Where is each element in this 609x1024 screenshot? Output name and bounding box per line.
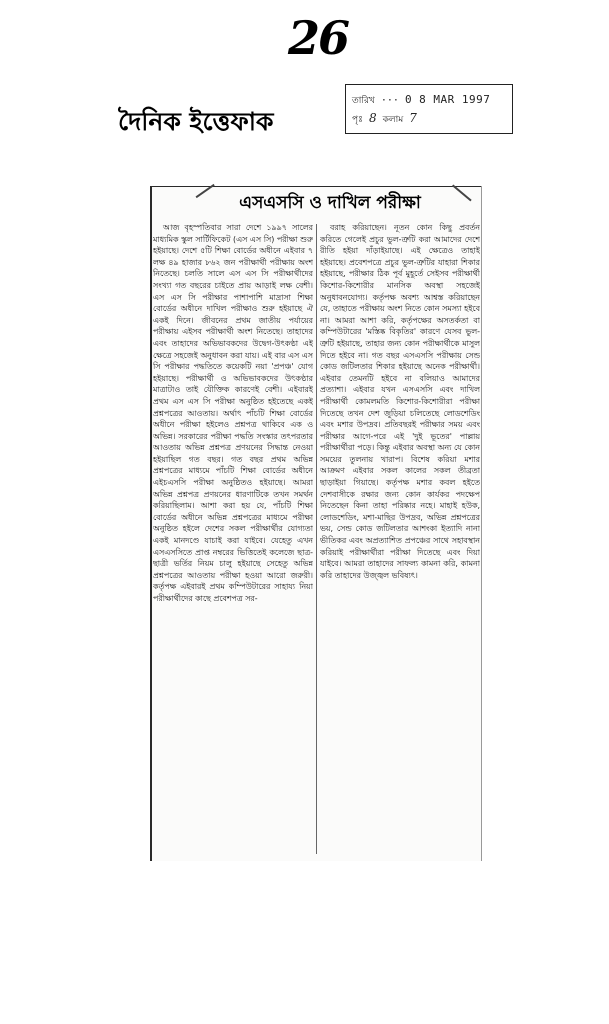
clipping-cut-edge-left	[150, 186, 152, 861]
stamp-date-value: 0 8 MAR 1997	[404, 93, 491, 106]
date-stamp	[345, 84, 513, 134]
page-number: 26	[288, 11, 349, 65]
stamp-date-row: তারিখ ··· 0 8 MAR 1997	[352, 93, 491, 106]
article-column-left-text: আজ বৃহস্পতিবার সারা দেশে ১৯৯৭ সালের মাধ্যমিক স্কুল সার্টিফিকেট (এস এস সি) পরীক্ষা শুরু হইয়াছে। দেশে ৫টি শিক্ষা বোর্ডের অধীনে এইবার ৭ লক্ষ ৪৯ হাজার ৮৬২ জন পরীক্ষার্থী পরীক্ষায় অংশ নিতেছে। চলতি সালে এস এস সি পরীক্ষার্থীদের সংখ্যা গত বছরের চাইতে প্রায় আড়াই লক্ষ বেশী। এস এস সি পরীক্ষার পাশাপাশি মাদ্রাসা শিক্ষা বোর্ডের অধীনে দাখিল পরীক্ষাও শুরু হইয়াছে ঐ একই দিনে। জীবনের প্রথম জাতীয় পর্যায়ের পরীক্ষায় এইসব পরীক্ষার্থী অংশ নিতেছে। তাহাদের এবং তাহাদের অভিভাবকদের উদ্বেগ-উৎকণ্ঠা এই ক্ষেত্রে সহজেই অনুধাবন করা যায়। এই বার এস এস সি পরীক্ষার পদ্ধতিতে কয়েকটি নয়া 'প্রপঞ্চ' যোগ হইয়াছে। পরীক্ষার্থী ও অভিভাবকদের উৎকণ্ঠার মাত্রাটাও তাই যৌক্তিক কারণেই বেশী। এইবারই প্রথম এস এস সি পরীক্ষা অনুষ্ঠিত হইতেছে একই প্রশ্নপত্রের আওতায়। অর্থাৎ পাঁচটি শিক্ষা বোর্ডের অধীনে পরীক্ষা হইলেও প্রশ্নপত্র থাকিবে এক ও অভিন্ন। সরকারের পরীক্ষা পদ্ধতি সংস্কার তৎপরতার আওতায় অভিন্ন প্রশ্নপত্র প্রণয়নের সিদ্ধান্ত নেওয়া হইয়াছিল গত বছর। গত বছর প্রথম অভিন্ন প্রশ্নপত্রের মাধ্যমে পাঁচটি শিক্ষা বোর্ডের অধীনে এইচএসসি পরীক্ষা অনুষ্ঠিতও হইয়াছে। আমরা অভিন্ন প্রশ্নপত্র প্রণয়নের ধারণাটিকে তখন সমর্থন করিয়াছিলাম। আশা করা হয় যে, পাঁচটি শিক্ষা বোর্ডের অধীনে অভিন্ন প্রশ্নপত্রের মাধ্যমে পরীক্ষা অনুষ্ঠিত হইলে দেশের সকল পরীক্ষার্থীর যোগ্যতা একই মানদণ্ডে যাচাই করা যাইবে। যেহেতু এখন এসএসসিতে প্রাপ্ত নম্বরের ভিত্তিতেই কলেজে ছাত্র-ছাত্রী ভর্তির নিয়ম চালু হইয়াছে সেহেতু অভিন্ন প্রশ্নপত্রের আওতায় পরীক্ষা হওয়া আরো জরুরী। কর্তৃপক্ষ এইবারই প্রথম কম্পিউটারের সাহায্য নিয়া পরীক্ষার্থীদের কাছে প্রবেশপত্র সর-	[153, 223, 313, 603]
article-column-right	[320, 222, 480, 854]
stamp-column-value: 7	[409, 111, 417, 125]
newspaper-masthead: দৈনিক ইত্তেফাক	[118, 107, 274, 136]
stamp-date-label: তারিখ	[352, 96, 375, 106]
article-column-right-text: বরাহ করিয়াছেন। নূতন কোন কিছু প্রবর্তন করিতে গেলেই প্রচুর ভুল-ত্রুটি করা আমাদের দেশে রীতি হইয়া দাঁড়াইয়াছে। এই ক্ষেত্রেও তাহাই হইয়াছে। প্রবেশপত্রে প্রচুর ভুল-ত্রুটির যাহারা শিকার হইয়াছে, পরীক্ষার ঠিক পূর্ব মুহূর্তে সেইসব পরীক্ষার্থী কিশোর-কিশোরীর মানসিক অবস্থা সহজেই অনুধাবনযোগ্য। কর্তৃপক্ষ অবশ্য আশ্বস্ত করিয়াছেন যে, তাহাতে পরীক্ষায় অংশ নিতে কোন সমস্যা হইবে না। আমরা আশা করি, কর্তৃপক্ষের অসতর্কতা বা কম্পিউটারের 'মস্তিষ্ক বিকৃতির' কারণে যেসব ভুল-ত্রুটি হইয়াছে, তাহার জন্য কোন পরীক্ষার্থীকে মাসুল দিতে হইবে না। গত বছর এসএসসি পরীক্ষায় সেন্ড কোড জটিলতার শিকার হইয়াছে অনেক পরীক্ষার্থী। এইবার তেমনটি হইবে না বলিয়াও আমাদের প্রত্যাশা। এইবার যখন এসএসসি এবং দাখিল পরীক্ষার্থী কোমলমতি কিশোর-কিশোরীরা পরীক্ষা দিতেছে তখন দেশ জুড়িয়া চলিতেছে লোডশেডিং এবং মশার উপদ্রব। প্রতিবছরই পরীক্ষার সময় এবং পরীক্ষার আগে-পরে এই 'দুই ভূতের' পাল্লায় পরীক্ষার্থীরা পড়ে। কিন্তু এইবার অবস্থা অন্য যে কোন সময়ের তুলনায় খারাপ। বিশেষ করিয়া মশার আক্রমণ এইবার সকল কালের সকল তীব্রতা ছাড়াইয়া গিয়াছে। কর্তৃপক্ষ মশার কবল হইতে দেশবাসীকে রক্ষার জন্য কোন কার্যকর পদক্ষেপ নিতেছেন কিনা তাহা পরিষ্কার নহে। মাহাই হউক, লোডশেডিং, মশা-মাছির উপদ্রব, অভিন্ন প্রশ্নপত্রের ভয়, সেন্ড কোড জটিলতার আশংকা ইত্যাদি নানা ভীতিকর এবং অপ্রত্যাশিত প্রপঞ্চের সাথে সহাবস্থান করিয়াই পরীক্ষার্থীরা পরীক্ষা দিতেছে এবং দিয়া যাইবে। আমরা তাহাদের সাফল্য কামনা করি, কামনা করি তাহাদের উজ্জ্বল ভবিষ্যৎ।	[320, 223, 480, 580]
article-column-left	[153, 222, 313, 854]
stamp-page-row	[352, 109, 508, 127]
stamp-page-value: 8	[368, 111, 377, 125]
stamp-column-label: কলাম	[382, 115, 404, 125]
stamp-page-label: পৃঃ	[352, 115, 363, 125]
article-headline: এসএসসি ও দাখিল পরীক্ষা	[239, 193, 421, 213]
newspaper-clipping	[150, 186, 482, 861]
clipping-cut-edge-right	[481, 186, 482, 861]
column-divider	[316, 224, 317, 854]
